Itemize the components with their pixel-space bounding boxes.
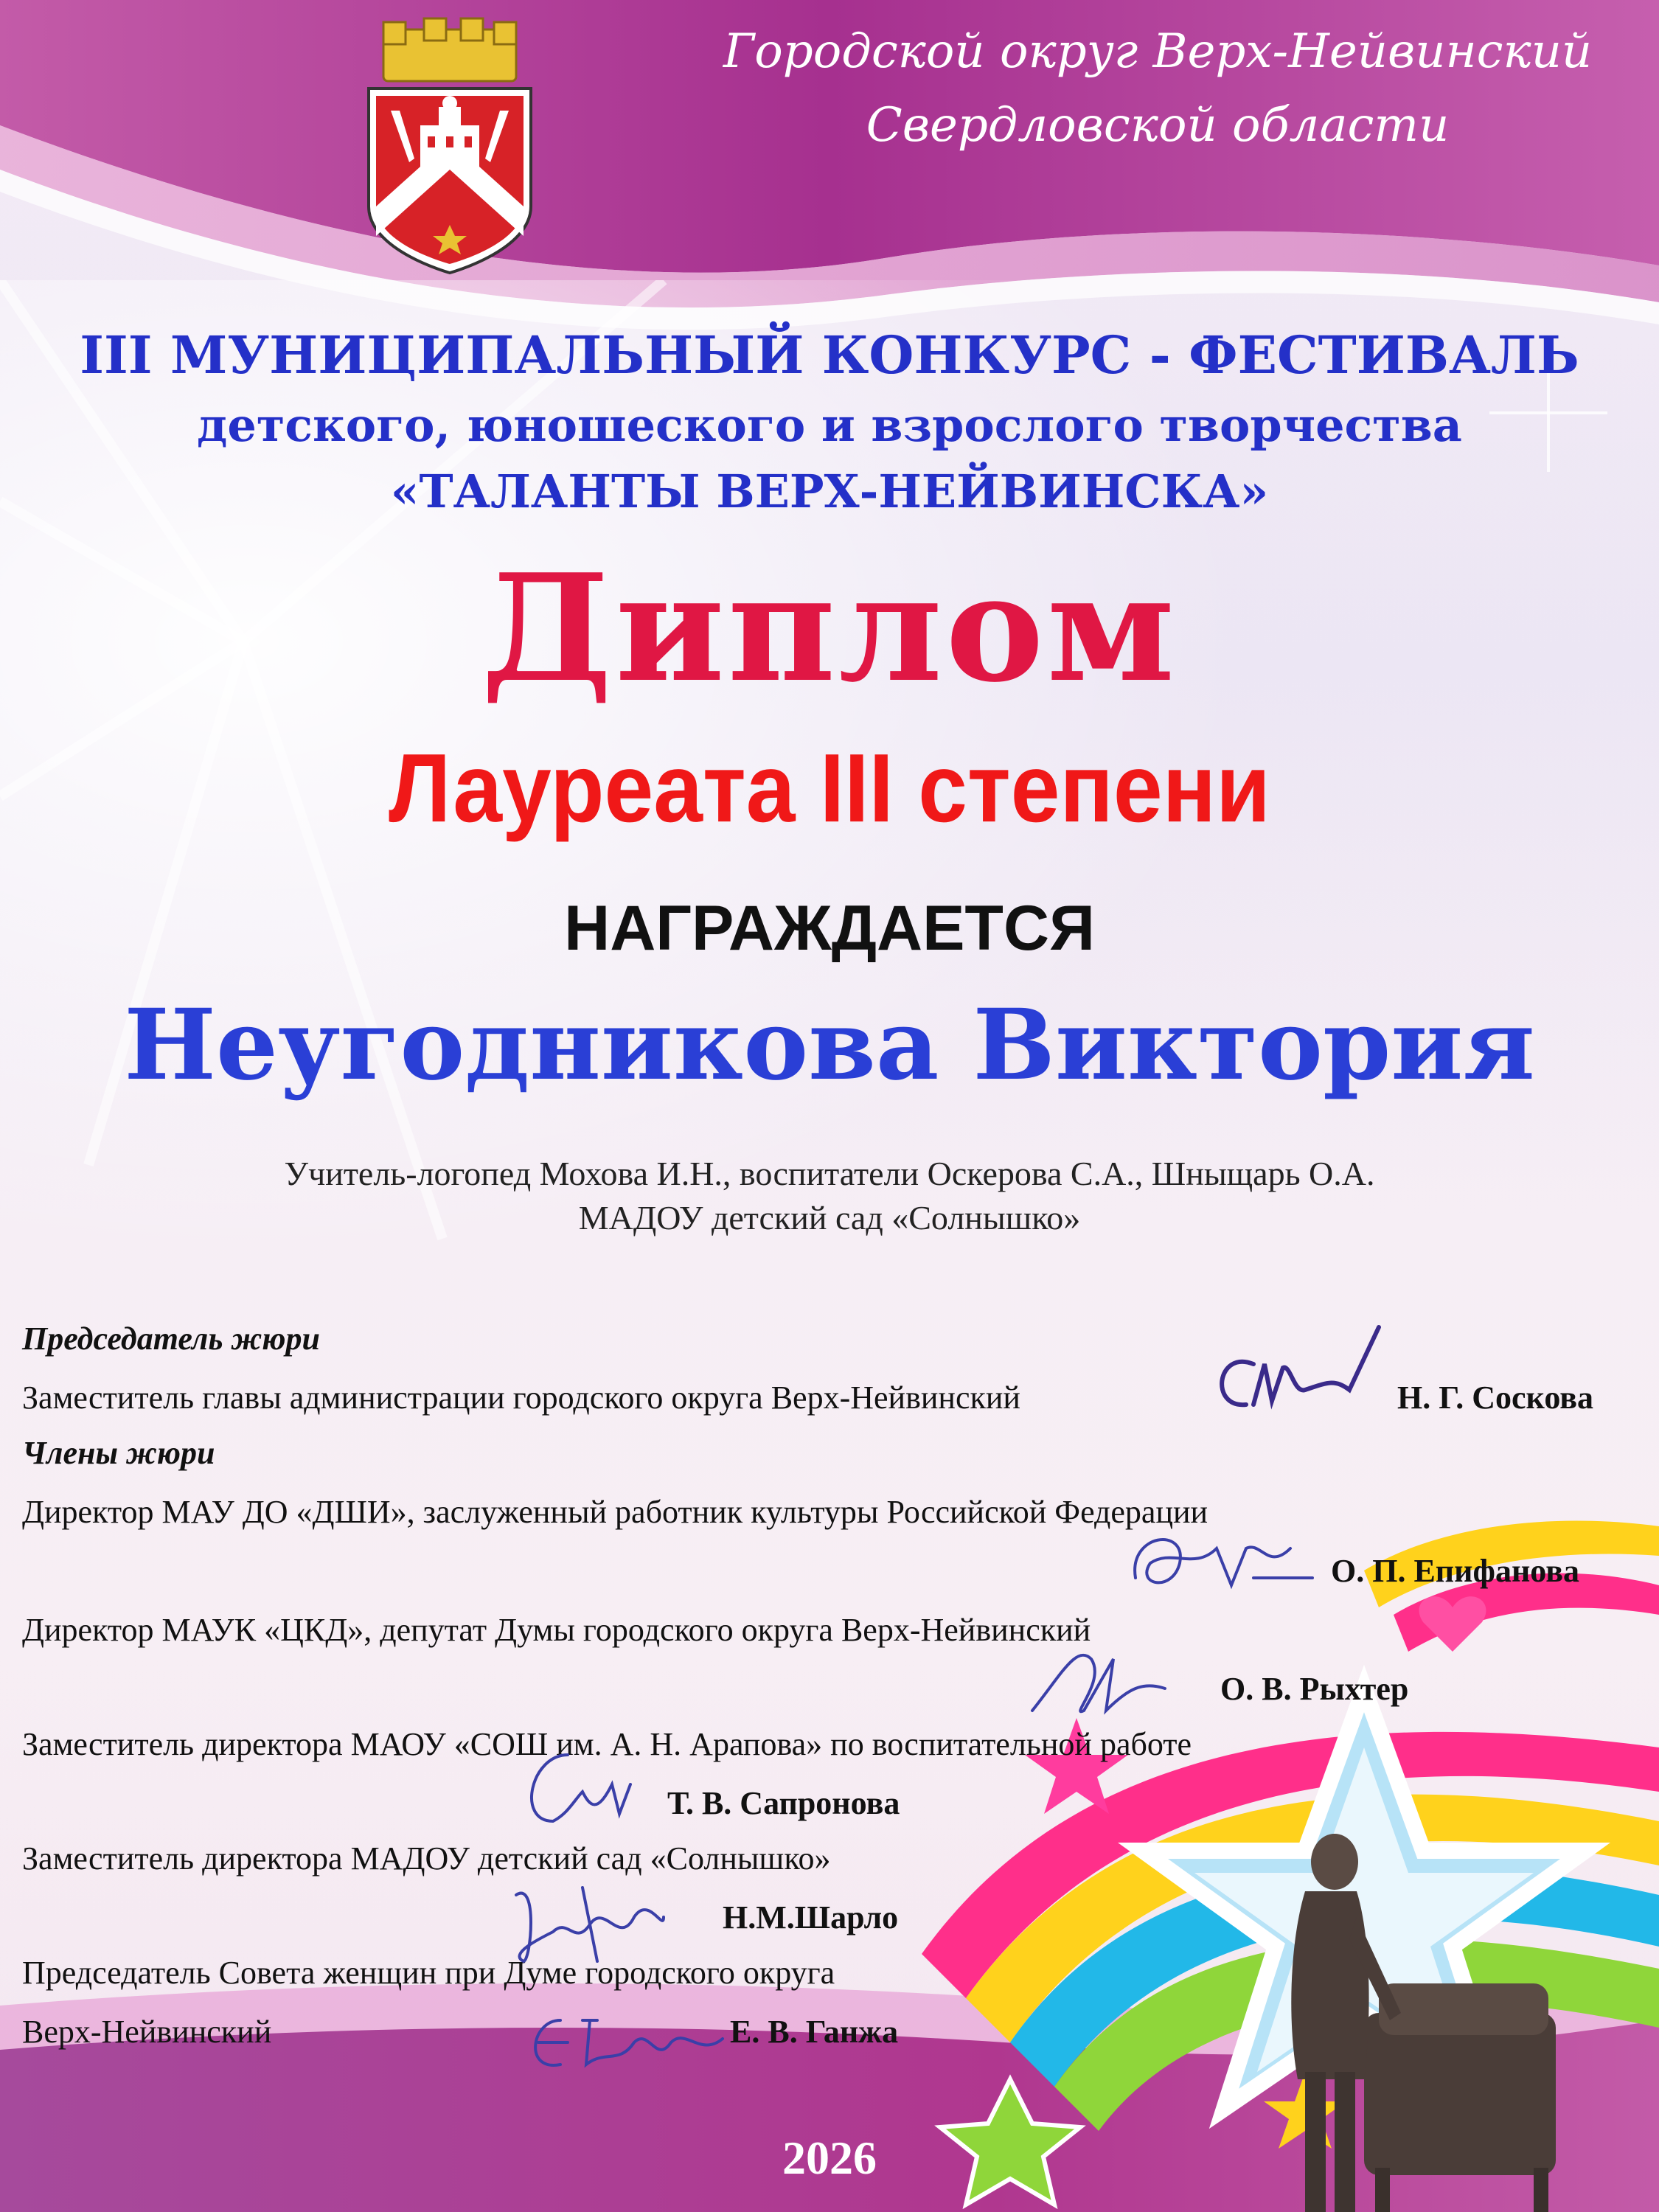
- teachers-line-1: Учитель-логопед Мохова И.Н., воспитатели Оскерова С.А., Шныщарь О.А.: [284, 1155, 1375, 1192]
- jury-member-1-name: О. П. Епифанова: [1331, 1553, 1579, 1589]
- teachers-line-2: МАДОУ детский сад «Солнышко»: [578, 1199, 1081, 1237]
- signature-member-4: [494, 1873, 686, 1976]
- jury-member-1-position: Директор МАУ ДО «ДШИ», заслуженный работник культуры Российской Федерации: [22, 1494, 1208, 1530]
- awarded-label: НАГРАЖДАЕТСЯ: [564, 893, 1095, 964]
- jury-members-heading: Члены жюри: [22, 1435, 215, 1471]
- jury-member-3-name: Т. В. Сапронова: [667, 1785, 900, 1821]
- jury-chair-position: Заместитель главы администрации городского округа Верх-Нейвинский: [22, 1380, 1020, 1416]
- jury-chair-heading: Председатель жюри: [22, 1321, 320, 1357]
- jury-member-3-position: Заместитель директора МАОУ «СОШ им. А. Н. Арапова» по воспитательной работе: [22, 1726, 1192, 1762]
- diploma-title: Диплом: [481, 542, 1178, 715]
- signature-chair: [1202, 1320, 1408, 1438]
- jury-member-4-name: Н.М.Шарло: [723, 1899, 899, 1935]
- jury-member-4-position: Заместитель директора МАДОУ детский сад «Солнышко»: [22, 1840, 831, 1877]
- jury-member-2-name: О. В. Рыхтер: [1220, 1671, 1409, 1707]
- contest-title-line-3: «ТАЛАНТЫ ВЕРХ-НЕЙВИНСКА»: [390, 465, 1269, 518]
- jury-member-5-position-2: Верх-Нейвинский: [22, 2014, 272, 2050]
- jury-member-5-name: Е. В. Ганжа: [730, 2014, 899, 2050]
- contest-title-line-1: III МУНИЦИПАЛЬНЫЙ КОНКУРС - ФЕСТИВАЛЬ: [80, 324, 1579, 386]
- jury-member-5-position: Председатель Совета женщин при Думе городского округа: [22, 1955, 835, 1991]
- degree-label: Лауреата III степени: [389, 734, 1270, 843]
- jury-member-2-position: Директор МАУК «ЦКД», депутат Думы городского округа Верх-Нейвинский: [22, 1612, 1091, 1648]
- contest-title-line-2: детского, юношеского и взрослого творчества: [197, 398, 1462, 452]
- signature-member-5: [516, 1998, 752, 2087]
- signature-member-2: [1018, 1630, 1209, 1733]
- jury-chair-name: Н. Г. Соскова: [1397, 1380, 1593, 1416]
- region-line-2: Свердловской области: [866, 98, 1450, 153]
- signature-member-3: [509, 1740, 656, 1851]
- region-title: [634, 15, 1659, 162]
- year-label: 2026: [782, 2132, 877, 2184]
- region-line-1: Городской округ Верх-Нейвинский: [723, 24, 1593, 79]
- signature-member-1: [1121, 1519, 1342, 1615]
- recipient-name: Неугодникова Виктория: [124, 988, 1535, 1102]
- coat-of-arms-icon: [354, 15, 546, 280]
